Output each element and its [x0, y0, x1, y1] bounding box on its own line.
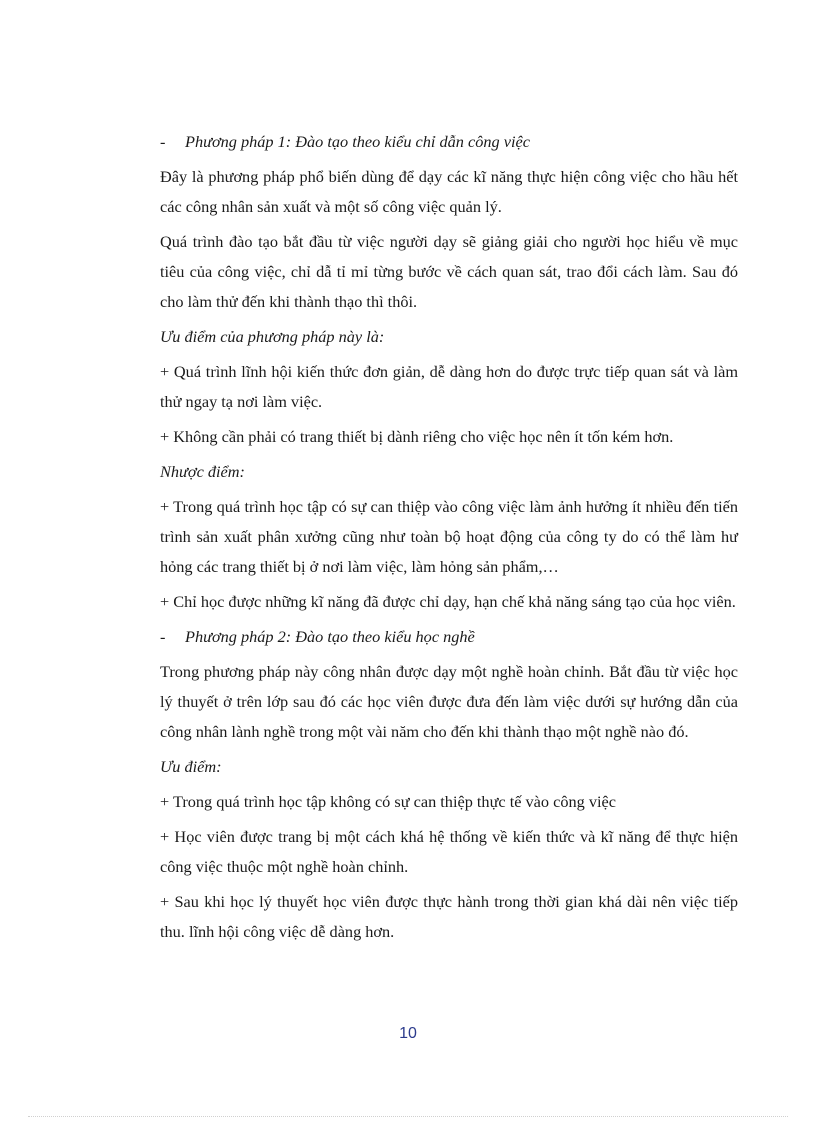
method-2-advantage-3: + Sau khi học lý thuyết học viên được thực hành trong thời gian khá dài nên việc tiếp thu. lĩnh hội công việc dễ dàng hơn.: [160, 892, 738, 941]
method-1-disadvantage-1: + Trong quá trình học tập có sự can thiệp vào công việc làm ảnh hưởng ít nhiều đến tiến trình sản xuất phân xưởng cũng như toàn bộ hoạt động của công ty do có thể làm hư hỏng các trang thiết bị ở nơi làm việc, làm hỏng sản phẩm,…: [160, 497, 738, 576]
bullet-dash: -: [160, 627, 166, 646]
method-2-advantages-label: Ưu điểm:: [160, 757, 222, 776]
method-1-heading: [160, 127, 738, 157]
method-1-disadvantages-label: Nhược điểm:: [160, 462, 245, 481]
page-body: [160, 127, 738, 952]
method-1-title: Phương pháp 1: Đào tạo theo kiểu chỉ dẫn công việc: [185, 132, 530, 151]
page-bottom-divider: [28, 1116, 788, 1117]
method-1-advantages-label: Ưu điểm của phương pháp này là:: [160, 327, 385, 346]
method-1-disadvantage-2: + Chỉ học được những kĩ năng đã được chỉ dạy, hạn chế khả năng sáng tạo của học viên.: [160, 592, 736, 611]
method-2-title: Phương pháp 2: Đào tạo theo kiểu học nghề: [185, 627, 475, 646]
method-1-advantage-1: + Quá trình lĩnh hội kiến thức đơn giản, dễ dàng hơn do được trực tiếp quan sát và làm thử ngay tạ nơi làm việc.: [160, 362, 738, 411]
page-number: 10: [399, 1025, 417, 1042]
method-2-description: Trong phương pháp này công nhân được dạy một nghề hoàn chỉnh. Bắt đầu từ việc học lý thuyết ở trên lớp sau đó các học viên được đưa đến làm việc dưới sự hướng dẫn của công nhân lành nghề trong một vài năm cho đến khi thành thạo một nghề nào đó.: [160, 662, 738, 741]
method-1-description: Đây là phương pháp phổ biến dùng để dạy các kĩ năng thực hiện công việc cho hầu hết các công nhân sản xuất và một số công việc quản lý.: [160, 167, 738, 216]
method-2-advantage-2: + Học viên được trang bị một cách khá hệ thống về kiến thức và kĩ năng để thực hiện công việc thuộc một nghề hoàn chỉnh.: [160, 827, 738, 876]
method-1-process: Quá trình đào tạo bắt đầu từ việc người dạy sẽ giảng giải cho người học hiểu về mục tiêu của công việc, chỉ dẫ tỉ mỉ từng bước về cách quan sát, trao đổi cách làm. Sau đó cho làm thử đến khi thành thạo thì thôi.: [160, 232, 738, 311]
method-2-heading: [160, 622, 738, 652]
method-2-advantage-1: + Trong quá trình học tập không có sự can thiệp thực tế vào công việc: [160, 792, 616, 811]
bullet-dash: -: [160, 132, 166, 151]
method-1-advantage-2: + Không cần phải có trang thiết bị dành riêng cho việc học nên ít tốn kém hơn.: [160, 427, 674, 446]
